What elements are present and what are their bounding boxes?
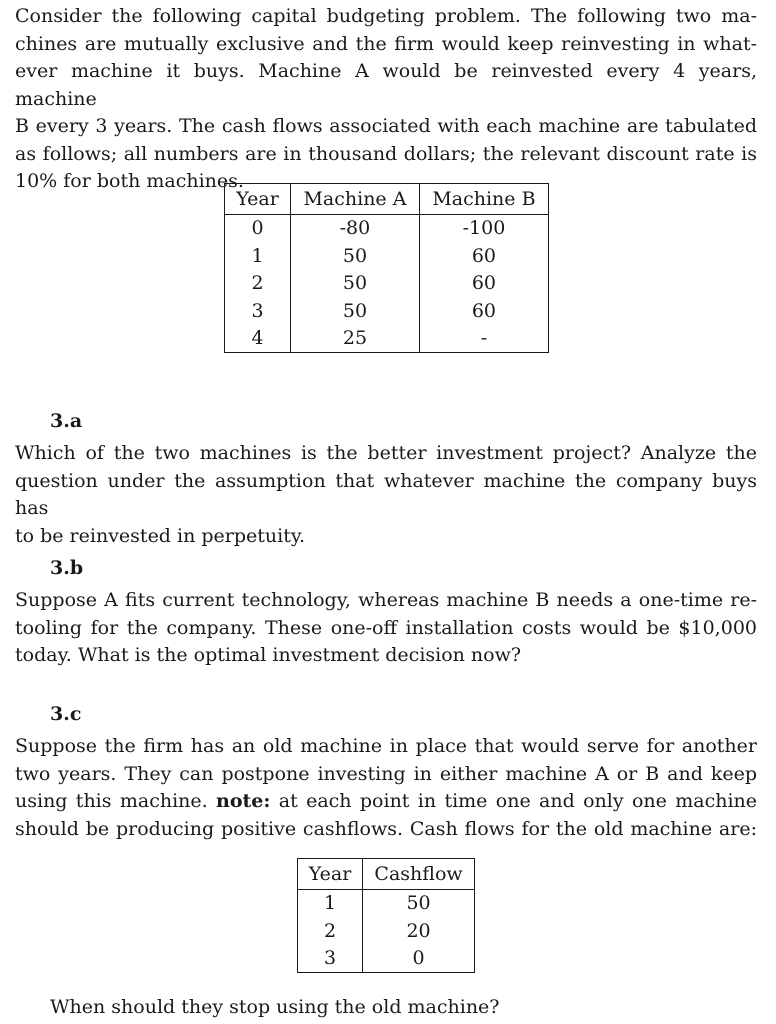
column-header-cashflow: Cashflow [363,859,475,890]
cell-machine-a: 25 [291,325,420,353]
intro-line: as follows; all numbers are in thousand dollars; the relevant discount rate is [15,142,757,165]
question-line: Suppose the firm has an old machine in place that would serve for another [15,735,757,757]
closing-question: When should they stop using the old machine? [50,996,500,1018]
question-line: Suppose A fits current technology, whereas machine B needs a one-time re- [15,589,757,611]
question-line-post: at each point in time one and only one machine [278,790,757,812]
intro-line: ever machine it buys. Machine A would be reinvested every 4 years, machine [15,60,757,110]
question-line: Which of the two machines is the better investment project? Analyze the [15,442,757,464]
cell-machine-a: 50 [291,242,420,270]
question-line: should be producing positive cashflows. Cash flows for the old machine are: [15,817,757,840]
cell-cashflow: 0 [412,947,425,970]
question-3b-heading: 3.b [50,557,84,579]
table-header-row [225,184,549,215]
cell-machine-a: -80 [291,214,420,242]
cell-cashflow: 50 [406,892,431,915]
cell-machine-b: - [480,327,488,350]
intro-paragraph [15,3,757,196]
table-row [298,917,475,945]
cell-machine-b: 60 [471,299,497,322]
question-3c-text [15,733,757,843]
cell-year: 1 [225,242,291,270]
column-header-machine-b: Machine B [419,184,548,215]
cell-year: 2 [225,270,291,298]
table-row [225,270,549,298]
table-header-row [298,859,475,890]
table-row [225,214,549,242]
question-line: tooling for the company. These one-off installation costs would be $10,000 [15,616,757,639]
cell-year: 1 [298,889,363,917]
question-line: two years. They can postpone investing in either machine A or B and keep [15,762,757,785]
column-header-year: Year [225,184,291,215]
cell-year: 4 [225,325,291,353]
machine-cashflow-table [224,183,549,353]
question-3b-text [15,587,757,670]
question-line: question under the assumption that whatever machine the company buys has [15,469,757,519]
old-machine-cashflow-table [297,858,475,973]
cell-machine-a: 50 [291,270,420,298]
table-row [298,889,475,917]
cell-machine-b: -100 [462,217,506,240]
question-3a-heading: 3.a [50,410,83,432]
intro-line: B every 3 years. The cash flows associated with each machine are tabulated [15,115,757,137]
cell-year: 3 [225,297,291,325]
cell-machine-a: 50 [291,297,420,325]
intro-line: 10% for both machines. [15,170,244,192]
question-line-with-note [15,788,757,816]
column-header-machine-a: Machine A [291,184,420,215]
question-3c-heading: 3.c [50,703,82,725]
intro-line: Consider the following capital budgeting problem. The following two ma- [15,5,757,27]
cell-year: 3 [298,945,363,973]
note-label: note: [216,790,271,812]
question-3a-text [15,440,757,550]
cell-machine-b: 60 [471,244,497,267]
table-row [225,325,549,353]
question-line: to be reinvested in perpetuity. [15,524,306,547]
question-line-pre: using this machine. [15,790,208,812]
table-row [225,242,549,270]
column-header-year: Year [298,859,363,890]
table-row [225,297,549,325]
cell-machine-b: 60 [471,272,497,295]
cell-year: 2 [298,917,363,945]
table-row [298,945,475,973]
cell-year: 0 [225,214,291,242]
intro-line: chines are mutually exclusive and the firm would keep reinvesting in what- [15,32,757,55]
cell-cashflow: 20 [406,919,431,942]
question-line: today. What is the optimal investment decision now? [15,644,522,666]
